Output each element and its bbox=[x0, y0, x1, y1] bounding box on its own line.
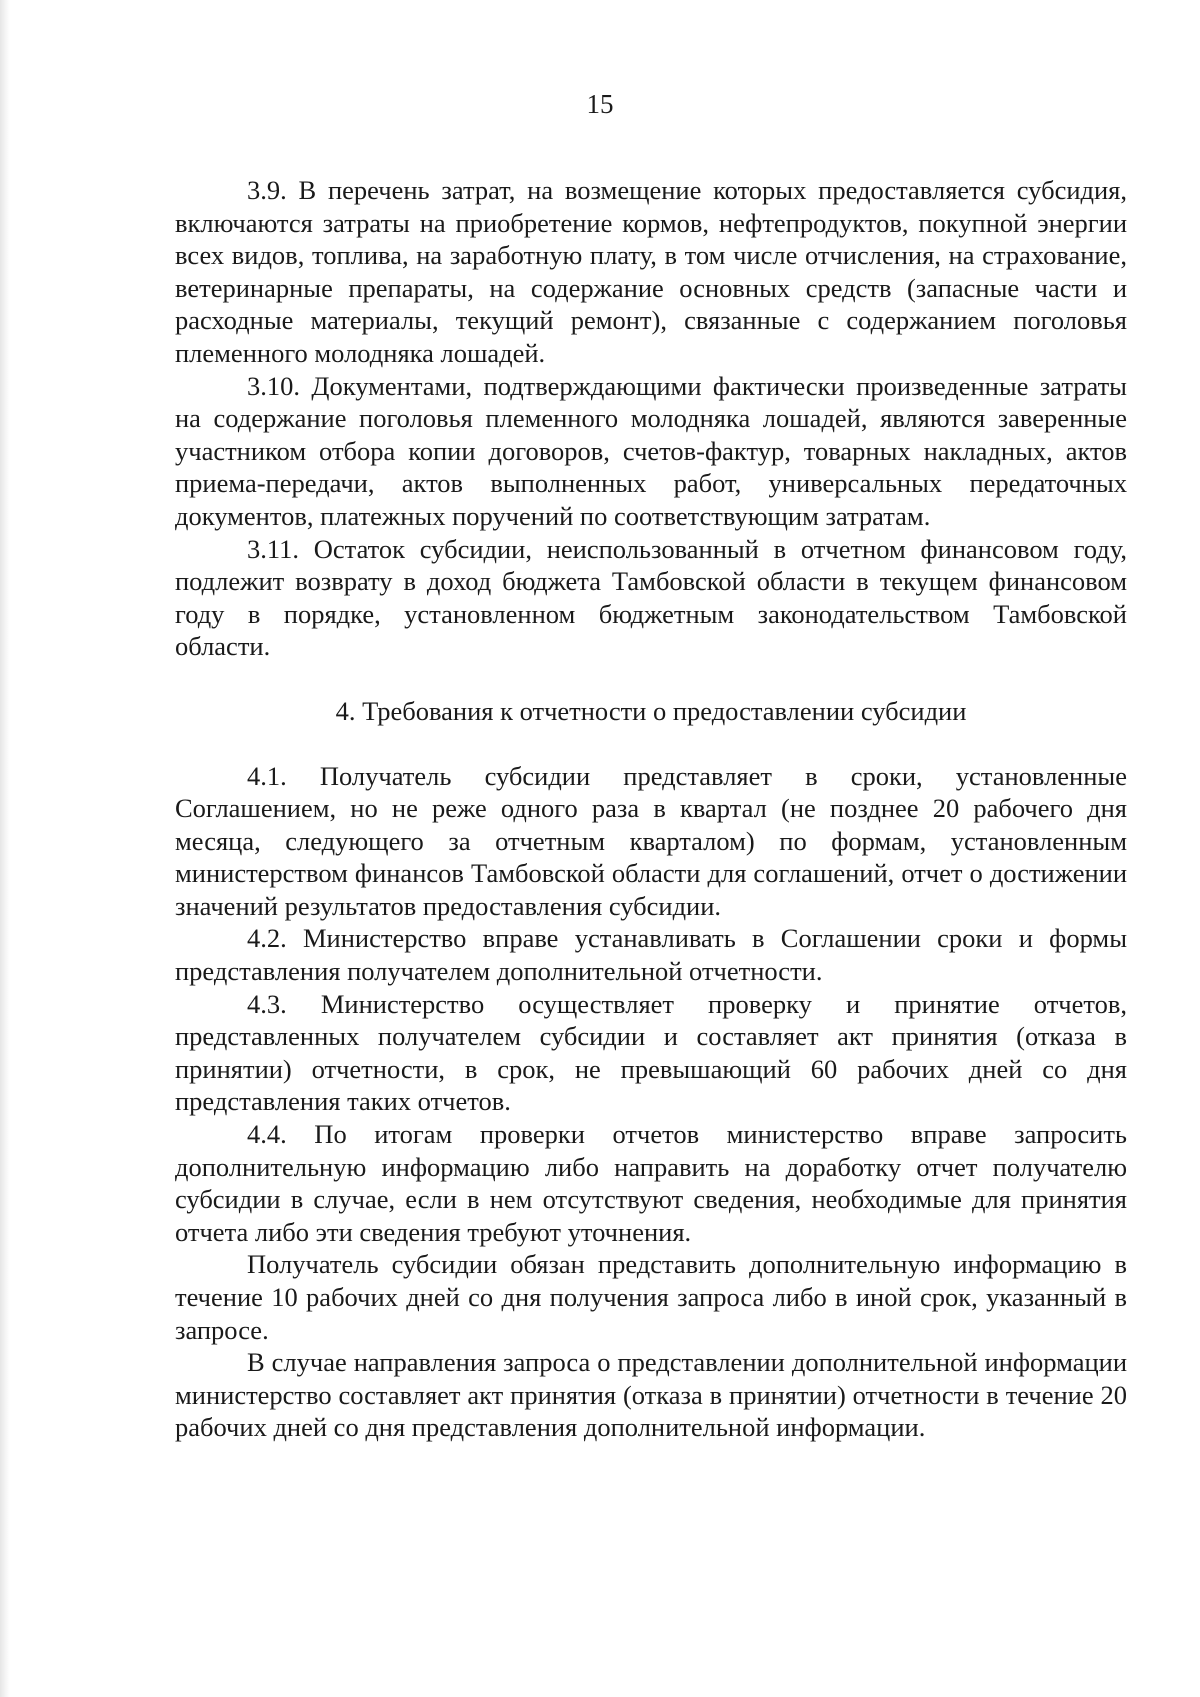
paragraph-recipient-obligation: Получатель субсидии обязан представить дополнительную информацию в течение 10 рабочих дней со дня получения запроса либо в иной срок, указанный в запросе. bbox=[175, 1249, 1127, 1345]
paragraph-3-9: 3.9. В перечень затрат, на возмещение которых предоставляется субсидия, включаются затраты на приобретение кормов, нефтепродуктов, покупной энергии всех видов, топлива, на заработную плату, в том числе отчисления, на страхование, ветеринарные препараты, на содержание основных средств (запасные части и расходные материалы, текущий ремонт), связанные с содержанием поголовья племенного молодняка лошадей. bbox=[175, 175, 1127, 368]
section-4-heading: 4. Требования к отчетности о предоставлении субсидии bbox=[335, 695, 967, 726]
scan-edge-shadow bbox=[0, 0, 10, 1697]
document-body bbox=[175, 174, 1127, 1444]
paragraph-3-11: 3.11. Остаток субсидии, неиспользованный в отчетном финансовом году, подлежит возврату в доход бюджета Тамбовской области в текущем финансовом году в порядке, установленном бюджетным законодательством Тамбовской области. bbox=[175, 533, 1127, 662]
paragraph-4-3: 4.3. Министерство осуществляет проверку и принятие отчетов, представленных получателем субсидии и составляет акт принятия (отказа в принятии) отчетности, в срок, не превышающий 60 рабочих дней со дня представления таких отчетов. bbox=[175, 988, 1127, 1117]
paragraph-4-1: 4.1. Получатель субсидии представляет в сроки, установленные Соглашением, но не реже одного раза в квартал (не позднее 20 рабочего дня месяца, следующего за отчетным кварталом) по формам, установленным министерством финансов Тамбовской области для соглашений, отчет о достижении значений результатов предоставления субсидии. bbox=[175, 760, 1127, 921]
paragraph-additional-info-request: В случае направления запроса о представлении дополнительной информации министерство составляет акт принятия (отказа в принятии) отчетности в течение 20 рабочих дней со дня представления дополнительной информации. bbox=[175, 1347, 1127, 1443]
paragraph-4-4: 4.4. По итогам проверки отчетов министерство вправе запросить дополнительную информацию либо направить на доработку отчет получателю субсидии в случае, если в нем отсутствуют сведения, необходимые для принятия отчета либо эти сведения требуют уточнения. bbox=[175, 1119, 1127, 1247]
page-number: 15 bbox=[586, 89, 614, 119]
paragraph-4-2: 4.2. Министерство вправе устанавливать в Соглашении сроки и формы представления получателем дополнительной отчетности. bbox=[175, 923, 1127, 987]
paragraph-3-10: 3.10. Документами, подтверждающими фактически произведенные затраты на содержание поголовья племенного молодняка лошадей, являются заверенные участником отбора копии договоров, счетов-фактур, товарных накладных, актов приема-передачи, актов выполненных работ, универсальных передаточных документов, платежных поручений по соответствующим затратам. bbox=[175, 370, 1127, 531]
